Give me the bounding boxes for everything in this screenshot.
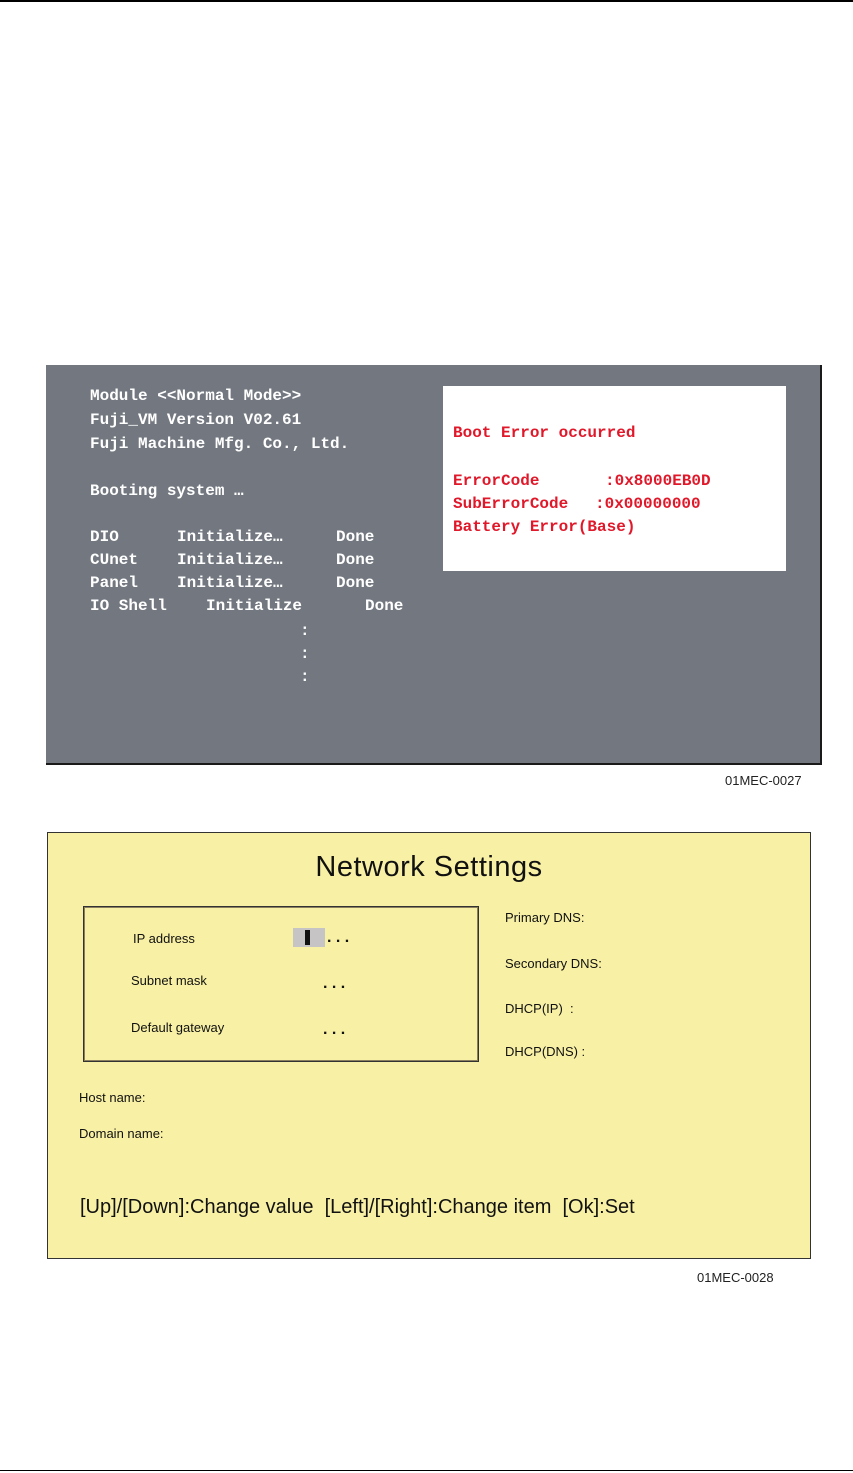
- key-help-footer: [Up]/[Down]:Change value [Left]/[Right]:Change item [Ok]:Set: [80, 1196, 635, 1218]
- boot-screen: [46, 365, 822, 765]
- bottom-rule: [0, 1470, 853, 1471]
- subnet-mask-field[interactable]: . . .: [323, 975, 346, 992]
- continuation-mark: :: [300, 645, 310, 663]
- text-cursor-icon: [305, 930, 310, 945]
- ip-address-field[interactable]: . . .: [327, 929, 350, 946]
- init-module: CUnet: [90, 551, 139, 569]
- dhcp-ip-field[interactable]: DHCP(IP) :: [505, 1001, 574, 1016]
- figure-caption-2: 01MEC-0028: [697, 1270, 774, 1285]
- dhcp-dns-field[interactable]: DHCP(DNS) :: [505, 1044, 586, 1059]
- init-module: DIO: [90, 528, 119, 546]
- secondary-dns-field[interactable]: Secondary DNS:: [505, 956, 602, 971]
- figure-caption-1: 01MEC-0027: [725, 773, 802, 788]
- init-status: Done: [336, 551, 375, 569]
- boot-line-booting: Booting system …: [90, 482, 244, 500]
- default-gateway-label: Default gateway: [131, 1020, 225, 1035]
- network-settings-screen: [47, 832, 811, 1259]
- init-status: Done: [365, 597, 404, 615]
- init-module: IO Shell: [90, 597, 167, 615]
- init-action: Initialize…: [177, 528, 283, 546]
- boot-line-company: Fuji Machine Mfg. Co., Ltd.: [90, 435, 350, 453]
- primary-dns-field[interactable]: Primary DNS:: [505, 910, 585, 925]
- init-action: Initialize: [206, 597, 303, 615]
- boot-line-version: Fuji_VM Version V02.61: [90, 411, 302, 429]
- error-code-label: ErrorCode: [453, 472, 540, 490]
- page-title: Network Settings: [315, 851, 543, 883]
- init-status: Done: [336, 528, 375, 546]
- boot-error-panel: [443, 386, 786, 571]
- host-name-field[interactable]: Host name:: [79, 1090, 146, 1105]
- continuation-mark: :: [300, 622, 310, 640]
- ip-address-label: IP address: [133, 931, 195, 946]
- error-title: Boot Error occurred: [453, 424, 636, 442]
- error-message: Battery Error(Base): [453, 518, 636, 536]
- error-code-value: :0x8000EB0D: [605, 472, 711, 490]
- default-gateway-field[interactable]: . . .: [323, 1021, 346, 1038]
- subnet-mask-label: Subnet mask: [131, 973, 207, 988]
- top-rule: [0, 0, 853, 2]
- sub-error-code-label: SubErrorCode: [453, 495, 569, 513]
- init-status: Done: [336, 574, 375, 592]
- init-action: Initialize…: [177, 574, 283, 592]
- boot-line-mode: Module <<Normal Mode>>: [90, 387, 302, 405]
- ip-address-cursor[interactable]: [293, 928, 325, 947]
- continuation-mark: :: [300, 668, 310, 686]
- init-action: Initialize…: [177, 551, 283, 569]
- sub-error-code-value: :0x00000000: [595, 495, 701, 513]
- init-module: Panel: [90, 574, 139, 592]
- domain-name-field[interactable]: Domain name:: [79, 1126, 164, 1141]
